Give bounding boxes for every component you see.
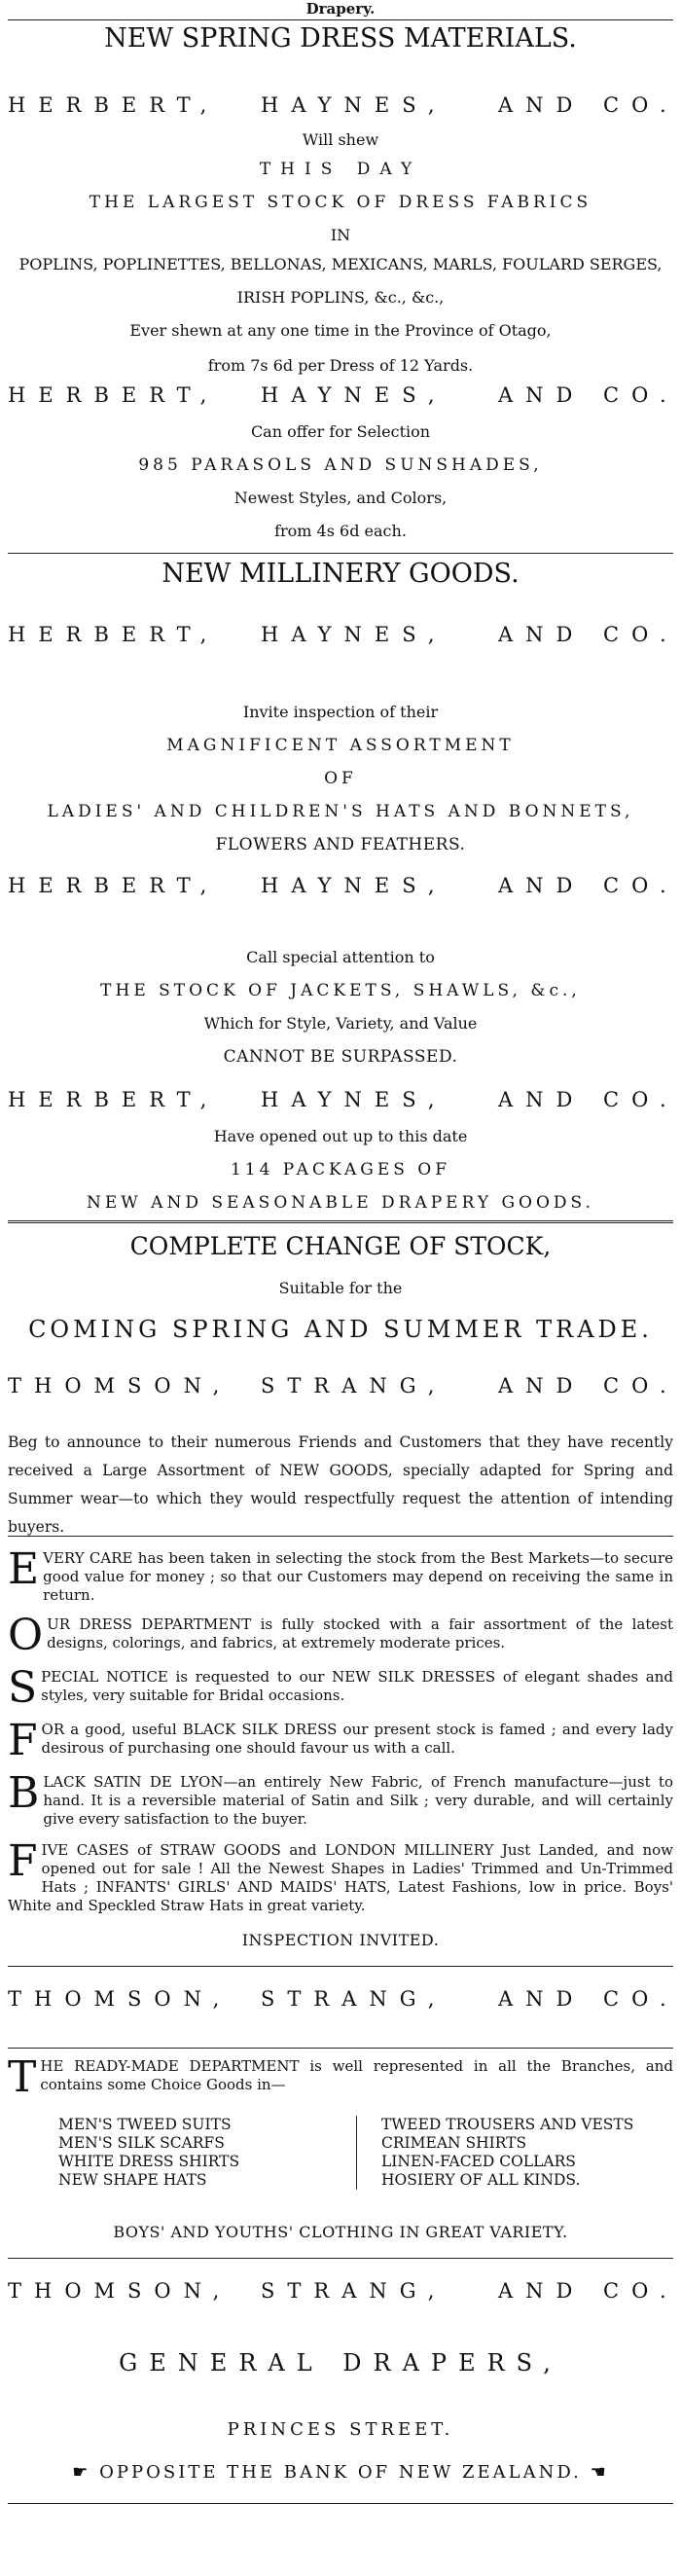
pointing-hand-icon: ☛ [72, 2462, 100, 2483]
millinery-headline: NEW MILLINERY GOODS. [161, 559, 520, 589]
list-item: HOSIERY OF ALL KINDS. [381, 2171, 581, 2189]
magnificent-assortment: MAGNIFICENT ASSORTMENT [166, 736, 515, 755]
footer-rule [8, 2503, 673, 2504]
paragraph-straw-goods: FIVE CASES of STRAW GOODS and LONDON MILLINERY Just Landed, and now opened out for sale ! All the Newest Shapes in Ladies' Trimmed and Un-Trimmed Hats ; INFANTS' GIRLS' AND MAIDS' HATS, Latest Fashions, low in price. Boys' White and Speckled Straw Hats in great variety. [8, 1836, 673, 1914]
separator [8, 1536, 673, 1537]
paragraph-dress-department: OUR DRESS DEPARTMENT is fully stocked with a fair assortment of the latest designs, colorings, and fabrics, at extremely moderate prices. [8, 1611, 673, 1660]
list-item: CRIMEAN SHIRTS [381, 2134, 527, 2152]
section-header: Drapery. [305, 0, 376, 18]
drop-cap: O [8, 1611, 44, 1660]
thomson-strang-firm-name-2: THOMSON, STRANG, AND CO. [8, 1987, 679, 2011]
list-item: LINEN-FACED COLLARS [381, 2153, 576, 2170]
herbert-haynes-firm-name-1: HERBERT, HAYNES, AND CO. [8, 93, 679, 117]
in-word: IN [330, 226, 351, 244]
thomson-strang-firm-name-3: THOMSON, STRANG, AND CO. [8, 2279, 679, 2303]
inspection-invited: INSPECTION INVITED. [241, 1931, 440, 1949]
paragraph-ready-made: THE READY-MADE DEPARTMENT is well represented in all the Branches, and contains some Choice Goods in— [8, 2052, 673, 2102]
of-word: OF [324, 769, 357, 788]
fabric-list: POPLINS, POPLINETTES, BELLONAS, MEXICANS, MARLS, FOULARD SERGES, [18, 255, 663, 273]
separator [8, 2258, 673, 2259]
style-variety-value: Which for Style, Variety, and Value [203, 1014, 478, 1033]
packages-count: 114 PACKAGES OF [230, 1160, 451, 1179]
boys-clothing: BOYS' AND YOUTHS' CLOTHING IN GREAT VARIETY. [113, 2223, 568, 2241]
drop-cap: F [8, 1836, 38, 1886]
paragraph-every-care: EVERY CARE has been taken in selecting the stock from the Best Markets—to secure good value for money ; so that our Customers may depend on receiving the same in return. [8, 1544, 673, 1604]
goods-list-left [58, 2116, 239, 2190]
paragraph-black-silk: FOR a good, useful BLACK SILK DRESS our present stock is famed ; and every lady desirous of purchasing one should favour us with a call. [8, 1716, 673, 1765]
drop-cap: F [8, 1716, 38, 1765]
will-shew: Will shew [302, 130, 379, 149]
cannot-be-surpassed: CANNOT BE SURPASSED. [223, 1047, 458, 1067]
seasonable-goods: NEW AND SEASONABLE DRAPERY GOODS. [87, 1193, 594, 1213]
list-item: MEN'S SILK SCARFS [58, 2134, 225, 2152]
princes-street: PRINCES STREET. [227, 2419, 454, 2440]
herbert-haynes-firm-name-2: HERBERT, HAYNES, AND CO. [8, 383, 679, 407]
call-attention: Call special attention to [246, 948, 435, 966]
list-item: WHITE DRESS SHIRTS [58, 2153, 240, 2170]
dress-headline: NEW SPRING DRESS MATERIALS. [104, 23, 577, 54]
paragraph-black-satin: BLACK SATIN DE LYON—an entirely New Fabric, of French manufacture—just to hand. It is a reversible material of Satin and Silk ; very durable, and will certainly give every satisfaction to the buyer. [8, 1768, 673, 1828]
opposite-bank: ☛ OPPOSITE THE BANK OF NEW ZEALAND. ☚ [72, 2462, 609, 2483]
herbert-haynes-firm-name-3: HERBERT, HAYNES, AND CO. [8, 623, 679, 646]
parasols-price: from 4s 6d each. [274, 522, 407, 540]
separator [8, 553, 673, 554]
separator [8, 2048, 673, 2049]
this-day: THIS DAY [259, 160, 422, 179]
hats-and-bonnets: LADIES' AND CHILDREN'S HATS AND BONNETS, [47, 802, 634, 821]
goods-list-right [381, 2116, 633, 2190]
list-item: MEN'S TWEED SUITS [58, 2116, 232, 2133]
complete-change-headline: COMPLETE CHANGE OF STOCK, [129, 1232, 552, 1260]
general-drapers: GENERAL DRAPERS, [119, 2349, 562, 2376]
can-offer: Can offer for Selection [250, 422, 431, 441]
thomson-strang-firm-name-1: THOMSON, STRANG, AND CO. [8, 1374, 679, 1397]
irish-poplins: IRISH POPLINS, &c., &c., [236, 288, 445, 307]
list-item: TWEED TROUSERS AND VESTS [381, 2116, 634, 2133]
ever-shewn: Ever shewn at any one time in the Province of Otago, [129, 321, 552, 340]
dress-price: from 7s 6d per Dress of 12 Yards. [207, 356, 474, 375]
invite-inspection: Invite inspection of their [242, 703, 439, 721]
list-item: NEW SHAPE HATS [58, 2171, 207, 2189]
herbert-haynes-firm-name-4: HERBERT, HAYNES, AND CO. [8, 874, 679, 897]
separator [8, 1966, 673, 1967]
header-rule [8, 19, 673, 20]
parasols-count: 985 PARASOLS AND SUNSHADES, [138, 455, 543, 475]
herbert-haynes-firm-name-5: HERBERT, HAYNES, AND CO. [8, 1088, 679, 1111]
paragraph-special-notice: SPECIAL NOTICE is requested to our NEW SILK DRESSES of elegant shades and styles, very suitable for Bridal occasions. [8, 1663, 673, 1713]
parasols-styles: Newest Styles, and Colors, [233, 489, 448, 507]
jackets-stock: THE STOCK OF JACKETS, SHAWLS, &c., [100, 981, 581, 1000]
pointing-hand-icon: ☚ [581, 2462, 609, 2483]
section-separator [8, 1220, 673, 1223]
drop-cap: E [8, 1544, 40, 1594]
largest-stock: THE LARGEST STOCK OF DRESS FABRICS [89, 193, 592, 212]
drop-cap: S [8, 1663, 38, 1713]
coming-trade-headline: COMING SPRING AND SUMMER TRADE. [28, 1316, 653, 1343]
drop-cap: B [8, 1768, 40, 1818]
intro-paragraph: Beg to announce to their numerous Friends and Customers that they have recently received a Large Assortment of NEW GOODS, specially adapted for Spring and Summer wear—to which they would respectfully request the attention of intending buyers. [8, 1433, 673, 1536]
suitable-for: Suitable for the [278, 1279, 403, 1297]
flowers-and-feathers: FLOWERS AND FEATHERS. [215, 835, 466, 854]
opened-out: Have opened out up to this date [213, 1127, 468, 1145]
drop-cap: T [8, 2052, 37, 2102]
column-divider [356, 2116, 357, 2190]
